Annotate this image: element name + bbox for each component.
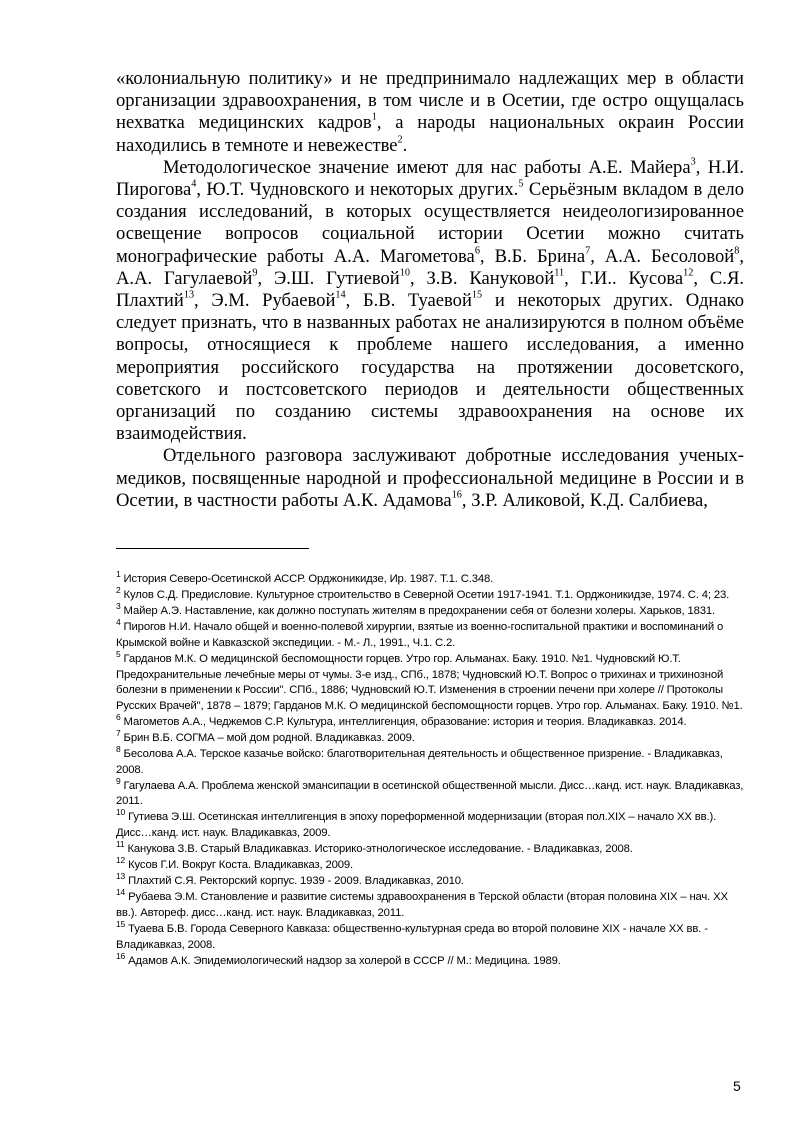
footnote-item	[116, 743, 748, 778]
footnote-separator	[116, 548, 309, 549]
footnote-item	[116, 918, 748, 953]
footnote-item	[116, 617, 748, 651]
footnote-ref: 2	[397, 133, 403, 145]
footnote-item	[116, 585, 748, 604]
footnote-ref: 10	[399, 267, 410, 279]
footnote-item	[116, 807, 748, 841]
footnote-number: 16	[116, 950, 126, 961]
footnote-ref: 1	[371, 111, 377, 123]
footnote-number: 12	[116, 855, 126, 866]
footnote-item	[116, 871, 748, 890]
footnote-number: 2	[116, 585, 121, 596]
footnote-text: Майер А.Э. Наставление, как должно поступать жителям в предохранении себя от болезни холеры. Харьков, 1831.	[120, 605, 716, 618]
paragraph-1: «колониальную политику» и не предпринимало надлежащих мер в области организации здравоохранения, в том числе и в Осетии, где остро ощущалась нехватка медицинских кадров$^1$, а народы национальных окраин России находились в темноте и невежестве$^2$.	[116, 68, 744, 156]
footnote-ref: 7	[585, 244, 591, 256]
footnote-ref: 13	[183, 289, 195, 301]
footnote-text: Гарданов М.К. О медицинской беспомощности горцев. Утро гор. Альманах. Баку. 1910. №1. Чудновский Ю.Т. Предохранительные лечебные меры от чумы. 3-е изд., СПб., 1878; Чудновский Ю.Т. Вопрос о трихинах и трихинозной болезни в применении к России". СПб., 1886; Чудновский Ю.Т. Изменения в строении печени при холере // Протоколы Русских Врачей", 1878 – 1879; Гарданов М.К. О медицинской беспомощности горцев. Утро гор. Альманах. Баку. 1910. №1.	[116, 652, 743, 712]
footnote-ref: 11	[554, 267, 565, 279]
footnote-ref: 4	[191, 178, 197, 190]
footnote-number: 10	[116, 807, 126, 818]
footnotes	[116, 568, 748, 970]
footnote-number: 7	[116, 727, 121, 738]
footnote-text: Бесолова А.А. Терское казачье войско: благотворительная деятельность и общественное призрение. - Владикавказ, 2008.	[116, 748, 723, 776]
footnote-item	[116, 950, 748, 970]
footnote-item	[116, 727, 748, 747]
footnote-text: Кулов С.Д. Предисловие. Культурное строительство в Северной Осетии 1917-1941. Т.1. Орджоникидзе, 1974. С. 4; 23.	[120, 589, 730, 602]
footnote-item	[116, 568, 748, 588]
footnote-item	[116, 887, 748, 921]
footnote-text: Пирогов Н.И. Начало общей и военно-полевой хирургии, взятые из военно-госпитальной практики и воспоминаний о Крымской войне и Кавказской экспедиции. - М.- Л., 1991., Ч.1. С.2.	[116, 621, 724, 649]
footnote-text: Рубаева Э.М. Становление и развитие системы здравоохранения в Терской области (вторая половина XIX – нач. XX вв.). Автореф. дисс…канд. ист. наук. Владикавказ, 2011.	[116, 891, 728, 919]
paragraph-3: Отдельного разговора заслуживают добротные исследования ученых-медиков, посвященные народной и профессиональной медицине в России и в Осетии, в частности работы А.К. Адамова$^{16}$, З.Р. Аликовой, К.Д. Салбиева,	[116, 445, 744, 511]
footnote-number: 9	[116, 775, 121, 786]
footnote-item	[116, 775, 748, 810]
footnote-number: 1	[116, 568, 121, 579]
page-number: 5	[733, 1078, 741, 1094]
footnote-number: 13	[116, 871, 126, 882]
footnote-number: 11	[116, 839, 125, 850]
footnote-ref: 16	[451, 489, 462, 501]
footnote-number: 6	[116, 711, 121, 722]
footnote-number: 15	[116, 918, 126, 929]
footnote-item	[116, 855, 748, 874]
footnote-number: 4	[116, 617, 121, 628]
footnote-item	[116, 839, 748, 858]
footnote-text: Кусов Г.И. Вокруг Коста. Владикавказ, 2009.	[125, 859, 354, 872]
footnote-item	[116, 711, 748, 731]
footnote-number: 3	[116, 601, 121, 612]
footnote-text: Магометов А.А., Чеджемов С.Р. Культура, интеллигенция, образование: история и теория. Владикавказ. 2014.	[120, 715, 687, 728]
paragraph-2: Методологическое значение имеют для нас работы А.Е. Майера$^3$, Н.И. Пирогова$^4$, Ю.Т. Чудновского и некоторых других.$^5$ Серьёзным вкладом в дело создания исследований, в которых осуществляется неидеологизированное освещение вопросов социальной истории Осетии можно считать монографические работы А.А. Магометова$^6$, В.Б. Брина$^7$, А.А. Бесоловой$^8$, А.А. Гагулаевой$^9$, Э.Ш. Гутиевой$^{10}$, З.В. Кануковой$^{11}$, Г.И.. Кусова$^{12}$, С.Я. Плахтий$^{13}$, Э.М. Рубаевой$^{14}$, Б.В. Туаевой$^{15}$ и некоторых других. Однако следует признать, что в названных работах не анализируются в полном объёме вопросы, относящиеся к проблеме нашего исследования, а именно мероприятия российского государства на протяжении досоветского, советского и постсоветского периодов и деятельности общественных организаций по созданию системы здравоохранения на основе их взаимодействия.	[116, 156, 745, 445]
footnote-ref: 6	[474, 244, 480, 256]
footnote-text: Гагулаева А.А. Проблема женской эмансипации в осетинской общественной мысли. Дисс…канд. ист. наук. Владикавказ, 2011.	[116, 779, 744, 808]
footnote-text: Гутиева Э.Ш. Осетинская интеллигенция в эпоху пореформенной модернизации (вторая пол.XIX – начало XX вв.). Дисс…канд. ист. наук. Владикавказ, 2009.	[116, 811, 717, 839]
footnote-item	[116, 601, 748, 620]
footnote-ref: 9	[252, 267, 258, 279]
footnote-ref: 5	[518, 178, 524, 190]
footnote-ref: 3	[690, 156, 696, 168]
footnote-ref: 15	[471, 289, 483, 301]
footnote-text: Брин В.Б. СОГМА – мой дом родной. Владикавказ. 2009.	[120, 731, 415, 744]
footnote-ref: 14	[335, 289, 346, 301]
footnote-text: Туаева Б.В. Города Северного Кавказа: общественно-культурная среда во второй половине XIX - начале XX вв. - Владикавказ, 2008.	[116, 923, 708, 951]
footnote-ref: 8	[734, 244, 740, 256]
body-text	[116, 68, 744, 512]
footnote-number: 14	[116, 887, 126, 898]
footnote-text: Плахтий С.Я. Ректорский корпус. 1939 - 2009. Владикавказ, 2010.	[125, 875, 464, 888]
footnote-item	[116, 648, 748, 714]
footnote-text: История Северо-Осетинской АССР. Орджоникидзе, Ир. 1987. Т.1. С.348.	[120, 573, 494, 585]
footnote-number: 8	[116, 743, 121, 754]
footnote-ref: 12	[683, 267, 694, 279]
footnote-text: Адамов А.К. Эпидемиологический надзор за холерой в СССР // М.: Медицина. 1989.	[125, 954, 561, 967]
footnote-text: Канукова З.В. Старый Владикавказ. Историко-этнологическое исследование. - Владикавказ, 2008.	[124, 843, 633, 856]
footnote-number: 5	[116, 648, 121, 659]
